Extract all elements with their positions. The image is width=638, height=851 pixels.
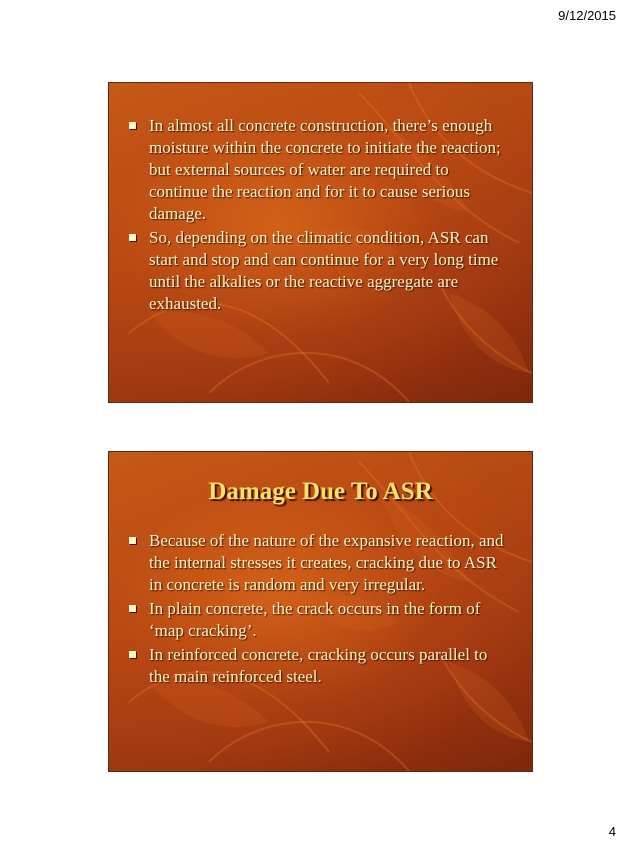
list-item bbox=[109, 115, 509, 225]
slide-title: Damage Due To ASR bbox=[208, 478, 433, 505]
bullet-text: In plain concrete, the crack occurs in the form of ‘map cracking’. bbox=[149, 599, 481, 640]
bullet-text: In reinforced concrete, cracking occurs parallel to the main reinforced steel. bbox=[149, 645, 488, 686]
slide-1 bbox=[108, 82, 533, 403]
slide-2 bbox=[108, 451, 533, 772]
bullet-list bbox=[109, 115, 509, 317]
square-bullet-icon bbox=[129, 537, 136, 544]
bullet-text: Because of the nature of the expansive reaction, and the internal stresses it creates, cracking due to ASR in concrete is random and very irregular. bbox=[149, 531, 504, 594]
square-bullet-icon bbox=[129, 605, 136, 612]
page-number: 4 bbox=[608, 824, 616, 839]
square-bullet-icon bbox=[129, 651, 136, 658]
print-date: 9/12/2015 bbox=[558, 8, 616, 23]
square-bullet-icon bbox=[129, 234, 136, 241]
list-item bbox=[109, 644, 509, 688]
list-item bbox=[109, 227, 509, 315]
bullet-text: In almost all concrete construction, there’s enough moisture within the concrete to initiate the reaction; but external sources of water are required to continue the reaction and for it to cause serious damage. bbox=[149, 116, 501, 223]
square-bullet-icon bbox=[129, 122, 136, 129]
bullet-text: So, depending on the climatic condition, ASR can start and stop and can continue for a very long time until the alkalies or the reactive aggregate are exhausted. bbox=[149, 228, 499, 313]
list-item bbox=[109, 530, 509, 596]
list-item bbox=[109, 598, 509, 642]
bullet-list bbox=[109, 530, 509, 690]
